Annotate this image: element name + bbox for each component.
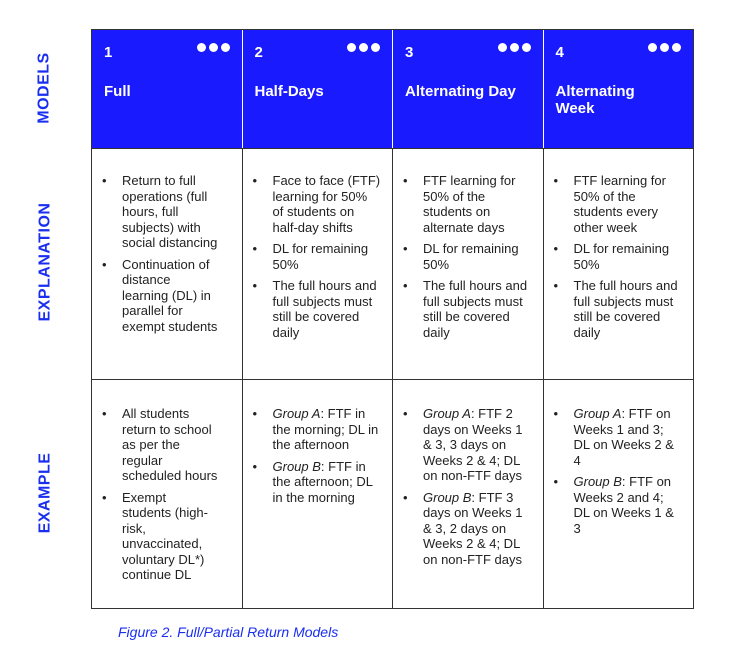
group-text: : FTF on Weeks 1 and 3; DL on Weeks 2 & 4: [573, 406, 674, 468]
list-item: [401, 406, 529, 484]
group-text: : FTF in the morning; DL in the afternoon: [272, 406, 379, 452]
figure-caption: Figure 2. Full/Partial Return Models: [118, 624, 339, 640]
list-item: • DL for remaining 50%: [401, 241, 529, 272]
explanation-cell-alternating-week: [544, 149, 694, 379]
more-dots-icon: [347, 43, 380, 52]
group-text: : FTF on Weeks 2 and 4; DL on Weeks 1 & 3: [573, 474, 674, 536]
list-item: • FTF learning for 50% of the students every other week: [552, 173, 680, 235]
list-item: • FTF learning for 50% of the students on alternate days: [401, 173, 529, 235]
explanation-row: [92, 148, 693, 379]
list-item: • All students return to school as per the regular scheduled hours: [100, 406, 218, 484]
model-number: 3: [405, 44, 414, 61]
list-item: [552, 474, 680, 536]
group-text: : FTF in the afternoon; DL in the morning: [272, 458, 373, 505]
group-text: : FTF 2 days on Weeks 1 & 3, 3 days on Weeks 2 & 4; DL on non-FTF days: [423, 406, 523, 483]
group-label: Group B: [423, 489, 472, 505]
model-number: 1: [104, 44, 113, 61]
model-title: Alternating Week: [555, 83, 635, 117]
list-item: • The full hours and full subjects must still be covered daily: [552, 278, 680, 340]
list-item: • Exempt students (high-risk, unvaccinated, voluntary DL*) continue DL: [100, 490, 218, 583]
model-number: 2: [254, 44, 263, 61]
list-item: • Return to full operations (full hours, full subjects) with social distancing: [100, 173, 220, 251]
model-header-half-days: [243, 30, 394, 148]
example-cell-alternating-week: [544, 380, 694, 608]
list-item: [552, 406, 680, 468]
explanation-cell-alternating-day: [393, 149, 544, 379]
more-dots-icon: [498, 43, 531, 52]
list-item: • The full hours and full subjects must still be covered daily: [251, 278, 381, 340]
more-dots-icon: [197, 43, 230, 52]
group-label: Group B: [573, 474, 622, 489]
models-header-row: [92, 30, 693, 148]
example-row: [92, 379, 693, 608]
group-label: Group A: [573, 406, 622, 421]
example-cell-half-days: [243, 380, 394, 608]
list-item: [401, 490, 529, 568]
list-item: • DL for remaining 50%: [251, 241, 381, 272]
model-title: Full: [104, 83, 131, 100]
list-item: • Continuation of distance learning (DL) in parallel for exempt students: [100, 257, 220, 335]
list-item: [251, 459, 381, 506]
explanation-cell-half-days: [243, 149, 394, 379]
example-cell-alternating-day: [393, 380, 544, 608]
model-title: Alternating Day: [405, 83, 516, 100]
list-item: [251, 406, 381, 453]
group-label: Group A: [272, 406, 321, 421]
list-item: • Face to face (FTF) learning for 50% of students on half-day shifts: [251, 173, 381, 235]
list-item: • The full hours and full subjects must still be covered daily: [401, 278, 529, 340]
row-label-example: EXAMPLE: [36, 452, 53, 534]
row-label-explanation: EXPLANATION: [36, 202, 54, 322]
model-number: 4: [555, 44, 564, 61]
return-models-table: [91, 29, 694, 609]
example-cell-full: [92, 380, 243, 608]
model-header-alternating-day: [393, 30, 544, 148]
group-text: : FTF 3 days on Weeks 1 & 3, 2 days on Weeks 2 & 4; DL on non-FTF days: [423, 489, 523, 567]
group-label: Group B: [272, 458, 321, 474]
model-header-alternating-week: [544, 30, 694, 148]
explanation-cell-full: [92, 149, 243, 379]
model-header-full: [92, 30, 243, 148]
model-title: Half-Days: [254, 83, 324, 100]
list-item: • DL for remaining 50%: [552, 241, 680, 272]
row-label-models: MODELS: [35, 52, 53, 124]
group-label: Group A: [423, 406, 471, 421]
more-dots-icon: [648, 43, 681, 52]
